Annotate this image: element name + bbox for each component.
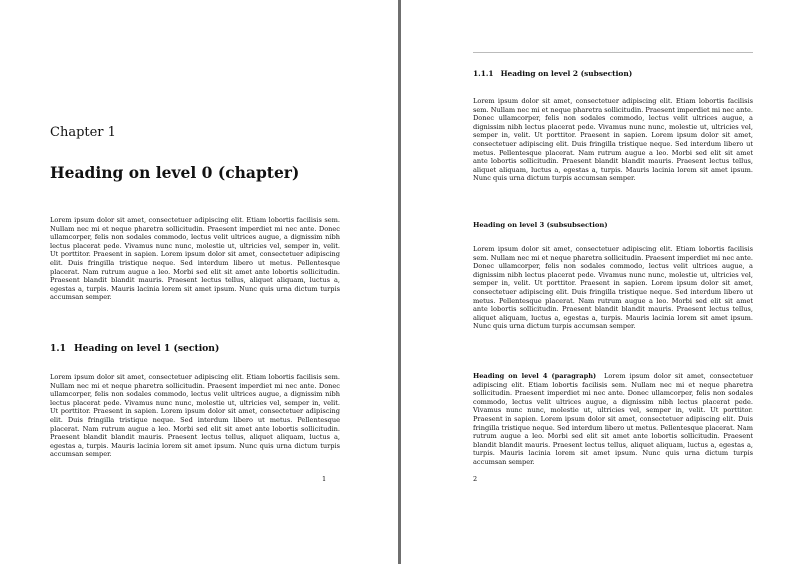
section-heading [50,343,219,354]
page-number: 2 [473,475,478,483]
subsection-title: Heading on level 2 (subsection) [500,69,633,78]
body-paragraph: Lorem ipsum dolor sit amet, consectetuer adipiscing elit. Etiam lobortis facilisis sem. Nullam nec mi et neque pharetra sollicitudin. Praesent imperdiet mi nec ante. Donec ullamcorper, felis non sodales commodo, lectus velit ultrices augue, a dignissim nibh lectus placerat pede. Vivamus nunc nunc, molestie ut, ultricies vel, semper in, velit. Ut porttitor. Praesent in sapien. Lorem ipsum dolor sit amet, consectetuer adipiscing elit. Duis fringilla tristique neque. Sed interdum libero ut metus. Pellentesque placerat. Nam rutrum augue a leo. Morbi sed elit sit amet ante lobortis sollicitudin. Praesent blandit blandit mauris. Praesent lectus tellus, aliquet aliquam, luctus a, egestas a, turpis. Mauris lacinia lorem sit amet ipsum. Nunc quis urna dictum turpis accumsan semper. [50,373,340,459]
page-2 [401,0,800,564]
subsection-heading [473,69,632,78]
chapter-title: Heading on level 0 (chapter) [50,163,300,182]
page-1 [0,0,398,564]
section-title: Heading on level 1 (section) [73,343,220,354]
body-paragraph: Lorem ipsum dolor sit amet, consectetuer adipiscing elit. Etiam lobortis facilisis sem. Nullam nec mi et neque pharetra sollicitudin. Praesent imperdiet mi nec ante. Donec ullamcorper, felis non sodales commodo, lectus velit ultrices augue, a dignissim nibh lectus placerat pede. Vivamus nunc nunc, molestie ut, ultricies vel, semper in, velit. Ut porttitor. Praesent in sapien. Lorem ipsum dolor sit amet, consectetuer adipiscing elit. Duis fringilla tristique neque. Sed interdum libero ut metus. Pellentesque placerat. Nam rutrum augue a leo. Morbi sed elit sit amet ante lobortis sollicitudin. Praesent blandit blandit mauris. Praesent lectus tellus, aliquet aliquam, luctus a, egestas a, turpis. Mauris lacinia lorem sit amet ipsum. Nunc quis urna dictum turpis accumsan semper. [473,97,753,183]
section-number: 1.1 [50,343,66,354]
header-rule [473,52,753,53]
paragraph-title: Heading on level 4 (paragraph) [473,372,597,380]
paragraph-block [473,372,753,467]
paragraph-body: Lorem ipsum dolor sit amet, consectetuer adipiscing elit. Etiam lobortis facilisis sem. Nullam nec mi et neque pharetra sollicitudin. Praesent imperdiet mi nec ante. Donec ullamcorper, felis non sodales commodo, lectus velit ultrices augue, a dignissim nibh lectus placerat pede. Vivamus nunc nunc, molestie ut, ultricies vel, semper in, velit. Ut porttitor. Praesent in sapien. Lorem ipsum dolor sit amet, consectetuer adipiscing elit. Duis fringilla tristique neque. Sed interdum libero ut metus. Pellentesque placerat. Nam rutrum augue a leo. Morbi sed elit sit amet ante lobortis sollicitudin. Praesent blandit blandit mauris. Praesent lectus tellus, aliquet aliquam, luctus a, egestas a, turpis. Mauris lacinia lorem sit amet ipsum. Nunc quis urna dictum turpis accumsan semper. [473,372,753,466]
page-number: 1 [322,475,327,483]
body-paragraph: Lorem ipsum dolor sit amet, consectetuer adipiscing elit. Etiam lobortis facilisis sem. Nullam nec mi et neque pharetra sollicitudin. Praesent imperdiet mi nec ante. Donec ullamcorper, felis non sodales commodo, lectus velit ultrices augue, a dignissim nibh lectus placerat pede. Vivamus nunc nunc, molestie ut, ultricies vel, semper in, velit. Ut porttitor. Praesent in sapien. Lorem ipsum dolor sit amet, consectetuer adipiscing elit. Duis fringilla tristique neque. Sed interdum libero ut metus. Pellentesque placerat. Nam rutrum augue a leo. Morbi sed elit sit amet ante lobortis sollicitudin. Praesent blandit blandit mauris. Praesent lectus tellus, aliquet aliquam, luctus a, egestas a, turpis. Mauris lacinia lorem sit amet ipsum. Nunc quis urna dictum turpis accumsan semper. [50,216,340,302]
body-paragraph: Lorem ipsum dolor sit amet, consectetuer adipiscing elit. Etiam lobortis facilisis sem. Nullam nec mi et neque pharetra sollicitudin. Praesent imperdiet mi nec ante. Donec ullamcorper, felis non sodales commodo, lectus velit ultrices augue, a dignissim nibh lectus placerat pede. Vivamus nunc nunc, molestie ut, ultricies vel, semper in, velit. Ut porttitor. Praesent in sapien. Lorem ipsum dolor sit amet, consectetuer adipiscing elit. Duis fringilla tristique neque. Sed interdum libero ut metus. Pellentesque placerat. Nam rutrum augue a leo. Morbi sed elit sit amet ante lobortis sollicitudin. Praesent blandit blandit mauris. Praesent lectus tellus, aliquet aliquam, luctus a, egestas a, turpis. Mauris lacinia lorem sit amet ipsum. Nunc quis urna dictum turpis accumsan semper. [473,245,753,331]
subsection-number: 1.1.1 [473,69,494,78]
chapter-label: Chapter 1 [50,125,116,140]
subsubsection-title: Heading on level 3 (subsubsection) [473,221,608,229]
